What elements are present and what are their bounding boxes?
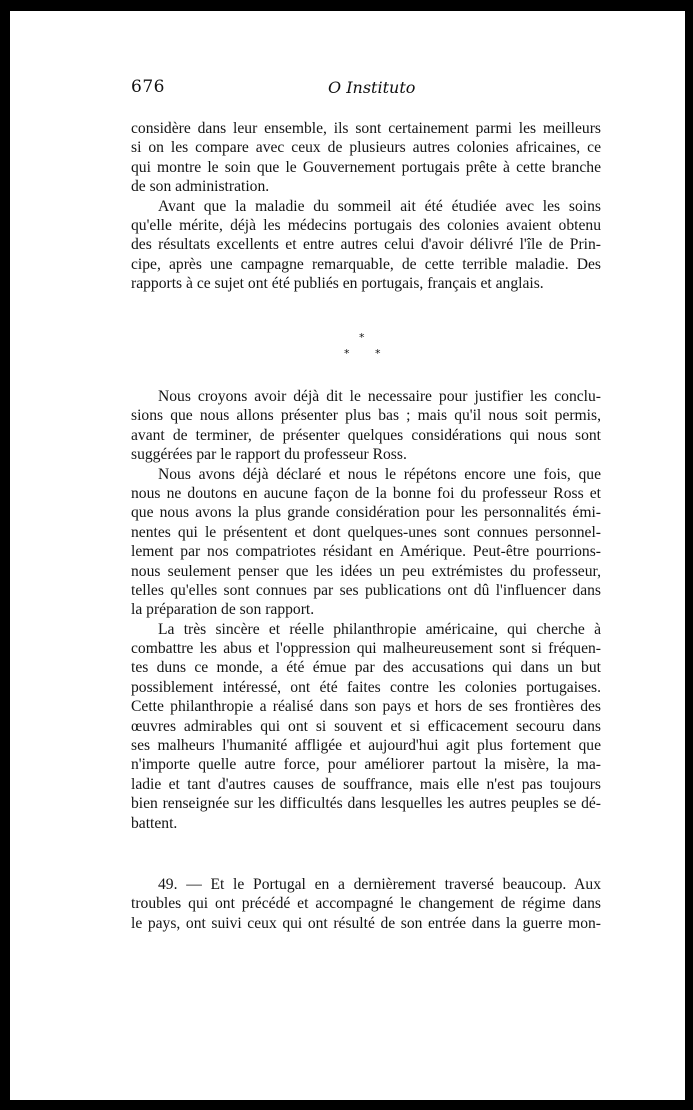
text-line: le pays, ont suivi ceux qui ont résulté de son entrée dans la guerre mon- [131,914,601,932]
text-line: lement par nos compatriotes résidant en Amérique. Peut-être pourrions- [131,543,601,561]
paragraph-block-1 [131,119,601,294]
text-line: qui montre le soin que le Gouvernement portugais prête à cette branche [131,158,601,176]
text-line: nous seulement penser que les idées un peu extrémistes du professeur, [131,562,601,580]
text-line: nous ne doutons en aucune façon de la bonne foi du professeur Ross et [131,484,601,502]
text-line: possiblement intéressé, ont été faites contre les colonies portugaises. [131,678,601,696]
text-line: que nous avons la plus grande considération pour les personnalités émi- [131,504,601,522]
text-line: combattre les abus et l'oppression qui malheureusement sont si fréquen- [131,640,601,658]
asterism-star: * [375,347,381,360]
text-line: de son administration. [131,178,270,196]
text-line: qu'elle mérite, déjà les médecins portugais des colonies avaient obtenu [131,216,601,234]
text-line: tes duns ce monde, a été émue par des accusations qui dans un but [131,659,601,677]
book-page [10,11,685,1100]
text-line: ladie et tant d'autres causes de souffrance, mais elle n'est pas toujours [131,775,601,793]
asterism-star: * [344,347,350,360]
paragraph-block-2 [131,387,601,833]
text-line: des résultats excellents et entre autres celui d'avoir délivré l'île de Prin- [131,236,601,254]
text-line: La très sincère et réelle philanthropie américaine, qui cherche à [158,620,601,638]
text-line: Cette philanthropie a réalisé dans son pays et hors de ses frontières des [131,698,601,716]
text-line: la préparation de son rapport. [131,601,315,619]
paragraph-block-3 [131,875,601,933]
text-line: suggérées par le rapport du professeur Ross. [131,446,407,464]
text-line: n'importe quelle autre force, pour améliorer partout la misère, la ma- [131,756,601,774]
text-line: œuvres admirables qui ont si souvent et si efficacement secouru dans [131,717,601,735]
text-line: Avant que la maladie du sommeil ait été étudiée avec les soins [158,197,601,215]
text-line: Nous croyons avoir déjà dit le necessaire pour justifier les conclu- [158,388,601,405]
asterism-star: * [359,331,365,344]
text-line: battent. [131,814,178,832]
text-line: telles qu'elles sont connues par ses publications ont dû l'influencer dans [131,581,601,599]
text-line: ses malheurs l'humanité affligée et aujourd'hui agit plus fortement que [131,737,601,755]
text-line: avant de terminer, de présenter quelques considérations qui nous sont [131,426,601,444]
text-line: nentes qui le présentent et dont quelques-unes sont connues personnel- [131,523,601,541]
page-number: 676 [131,77,165,97]
text-line: rapports à ce sujet ont été publiés en portugais, français et anglais. [131,275,544,293]
text-line: bien renseignée sur les difficultés dans lesquelles les autres peuples se dé- [131,795,601,813]
text-line: cipe, après une campagne remarquable, de cette terrible maladie. Des [131,255,601,273]
text-line: si on les compare avec ceux de plusieurs autres colonies africaines, ce [131,139,601,157]
running-title: O Instituto [328,78,416,97]
text-line: 49. — Et le Portugal en a dernièrement traversé beaucoup. Aux [158,876,601,893]
text-line: troubles qui ont précédé et accompagné le changement de régime dans [131,895,601,913]
text-line: considère dans leur ensemble, ils sont certainement parmi les meilleurs [131,120,601,137]
text-line: Nous avons déjà déclaré et nous le répétons encore une fois, que [158,465,601,483]
text-line: sions que nous allons présenter plus bas ; mais qu'il nous soit permis, [131,407,601,425]
